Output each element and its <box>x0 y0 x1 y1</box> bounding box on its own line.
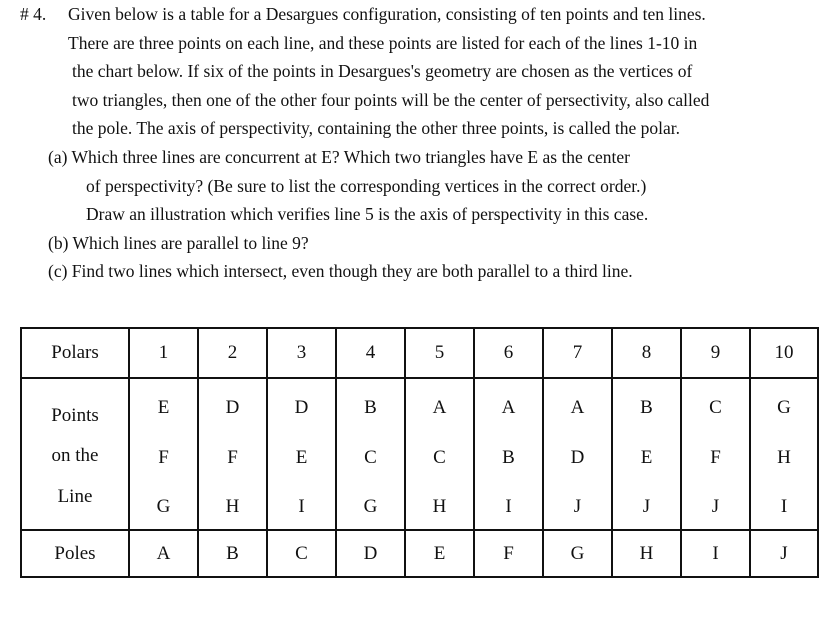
points-cell <box>129 378 198 530</box>
pole-cell: J <box>750 530 818 577</box>
pole-cell: C <box>267 530 336 577</box>
point: J <box>711 496 720 517</box>
points-cell <box>612 378 681 530</box>
pole-cell: G <box>543 530 612 577</box>
point: F <box>158 447 169 468</box>
point: F <box>710 447 721 468</box>
point: J <box>642 496 651 517</box>
desargues-table <box>20 327 819 578</box>
part-c-question: (c) Find two lines which intersect, even though they are both parallel to a third line. <box>48 261 633 281</box>
polar-cell: 3 <box>267 328 336 378</box>
point: I <box>298 496 305 517</box>
polars-row <box>21 328 818 378</box>
points-label-line: Points <box>51 405 99 426</box>
point: C <box>364 447 377 468</box>
point: B <box>640 397 653 418</box>
points-cell <box>405 378 474 530</box>
polar-cell: 6 <box>474 328 543 378</box>
intro-line: the pole. The axis of perspectivity, containing the other three points, is called the polar. <box>72 118 680 138</box>
intro-line: two triangles, then one of the other four points will be the center of persectivity, also called <box>72 90 710 110</box>
point: D <box>225 397 240 418</box>
polar-cell: 4 <box>336 328 405 378</box>
polar-cell: 5 <box>405 328 474 378</box>
point: J <box>573 496 582 517</box>
pole-cell: D <box>336 530 405 577</box>
pole-cell: F <box>474 530 543 577</box>
polar-cell: 1 <box>129 328 198 378</box>
point: B <box>364 397 377 418</box>
pole-cell: A <box>129 530 198 577</box>
polar-cell: 2 <box>198 328 267 378</box>
pole-cell: I <box>681 530 750 577</box>
point: G <box>777 397 791 418</box>
points-label-line: on the <box>51 445 99 466</box>
pole-cell: H <box>612 530 681 577</box>
point: E <box>640 447 653 468</box>
points-cell <box>198 378 267 530</box>
points-row <box>21 378 818 530</box>
pole-cell: E <box>405 530 474 577</box>
points-cell <box>474 378 543 530</box>
intro-line: the chart below. If six of the points in Desargues's geometry are chosen as the vertices of <box>72 61 693 81</box>
points-label <box>21 378 129 530</box>
point: H <box>225 496 240 517</box>
point: F <box>227 447 238 468</box>
point: A <box>570 397 585 418</box>
points-label-line: Line <box>57 486 93 507</box>
pole-cell: B <box>198 530 267 577</box>
polar-cell: 7 <box>543 328 612 378</box>
points-cell <box>543 378 612 530</box>
polar-cell: 10 <box>750 328 818 378</box>
poles-label: Poles <box>21 530 129 577</box>
points-cell <box>750 378 818 530</box>
point: G <box>363 496 378 517</box>
problem-number: # 4. <box>20 4 47 24</box>
point: E <box>295 447 308 468</box>
point: C <box>433 447 446 468</box>
point: A <box>432 397 447 418</box>
point: B <box>502 447 515 468</box>
polars-label: Polars <box>21 328 129 378</box>
point: D <box>294 397 309 418</box>
point: H <box>432 496 447 517</box>
intro-line: There are three points on each line, and these points are listed for each of the lines 1-10 in <box>68 33 698 53</box>
points-cell <box>267 378 336 530</box>
part-a-question: (a) Which three lines are concurrent at E? Which two triangles have E as the center <box>48 147 630 167</box>
point: I <box>505 496 512 517</box>
polar-cell: 9 <box>681 328 750 378</box>
part-a-question: Draw an illustration which verifies line 5 is the axis of perspectivity in this case. <box>86 204 649 224</box>
point: E <box>157 397 170 418</box>
poles-row <box>21 530 818 577</box>
part-b-question: (b) Which lines are parallel to line 9? <box>48 233 309 253</box>
point: G <box>156 496 171 517</box>
point: C <box>709 397 722 418</box>
point: D <box>570 447 585 468</box>
intro-line: Given below is a table for a Desargues configuration, consisting of ten points and ten lines. <box>68 4 706 24</box>
polar-cell: 8 <box>612 328 681 378</box>
point: H <box>777 447 791 468</box>
points-cell <box>681 378 750 530</box>
points-cell <box>336 378 405 530</box>
point: I <box>780 496 788 517</box>
part-a-question: of perspectivity? (Be sure to list the corresponding vertices in the correct order.) <box>86 176 647 196</box>
point: A <box>501 397 516 418</box>
